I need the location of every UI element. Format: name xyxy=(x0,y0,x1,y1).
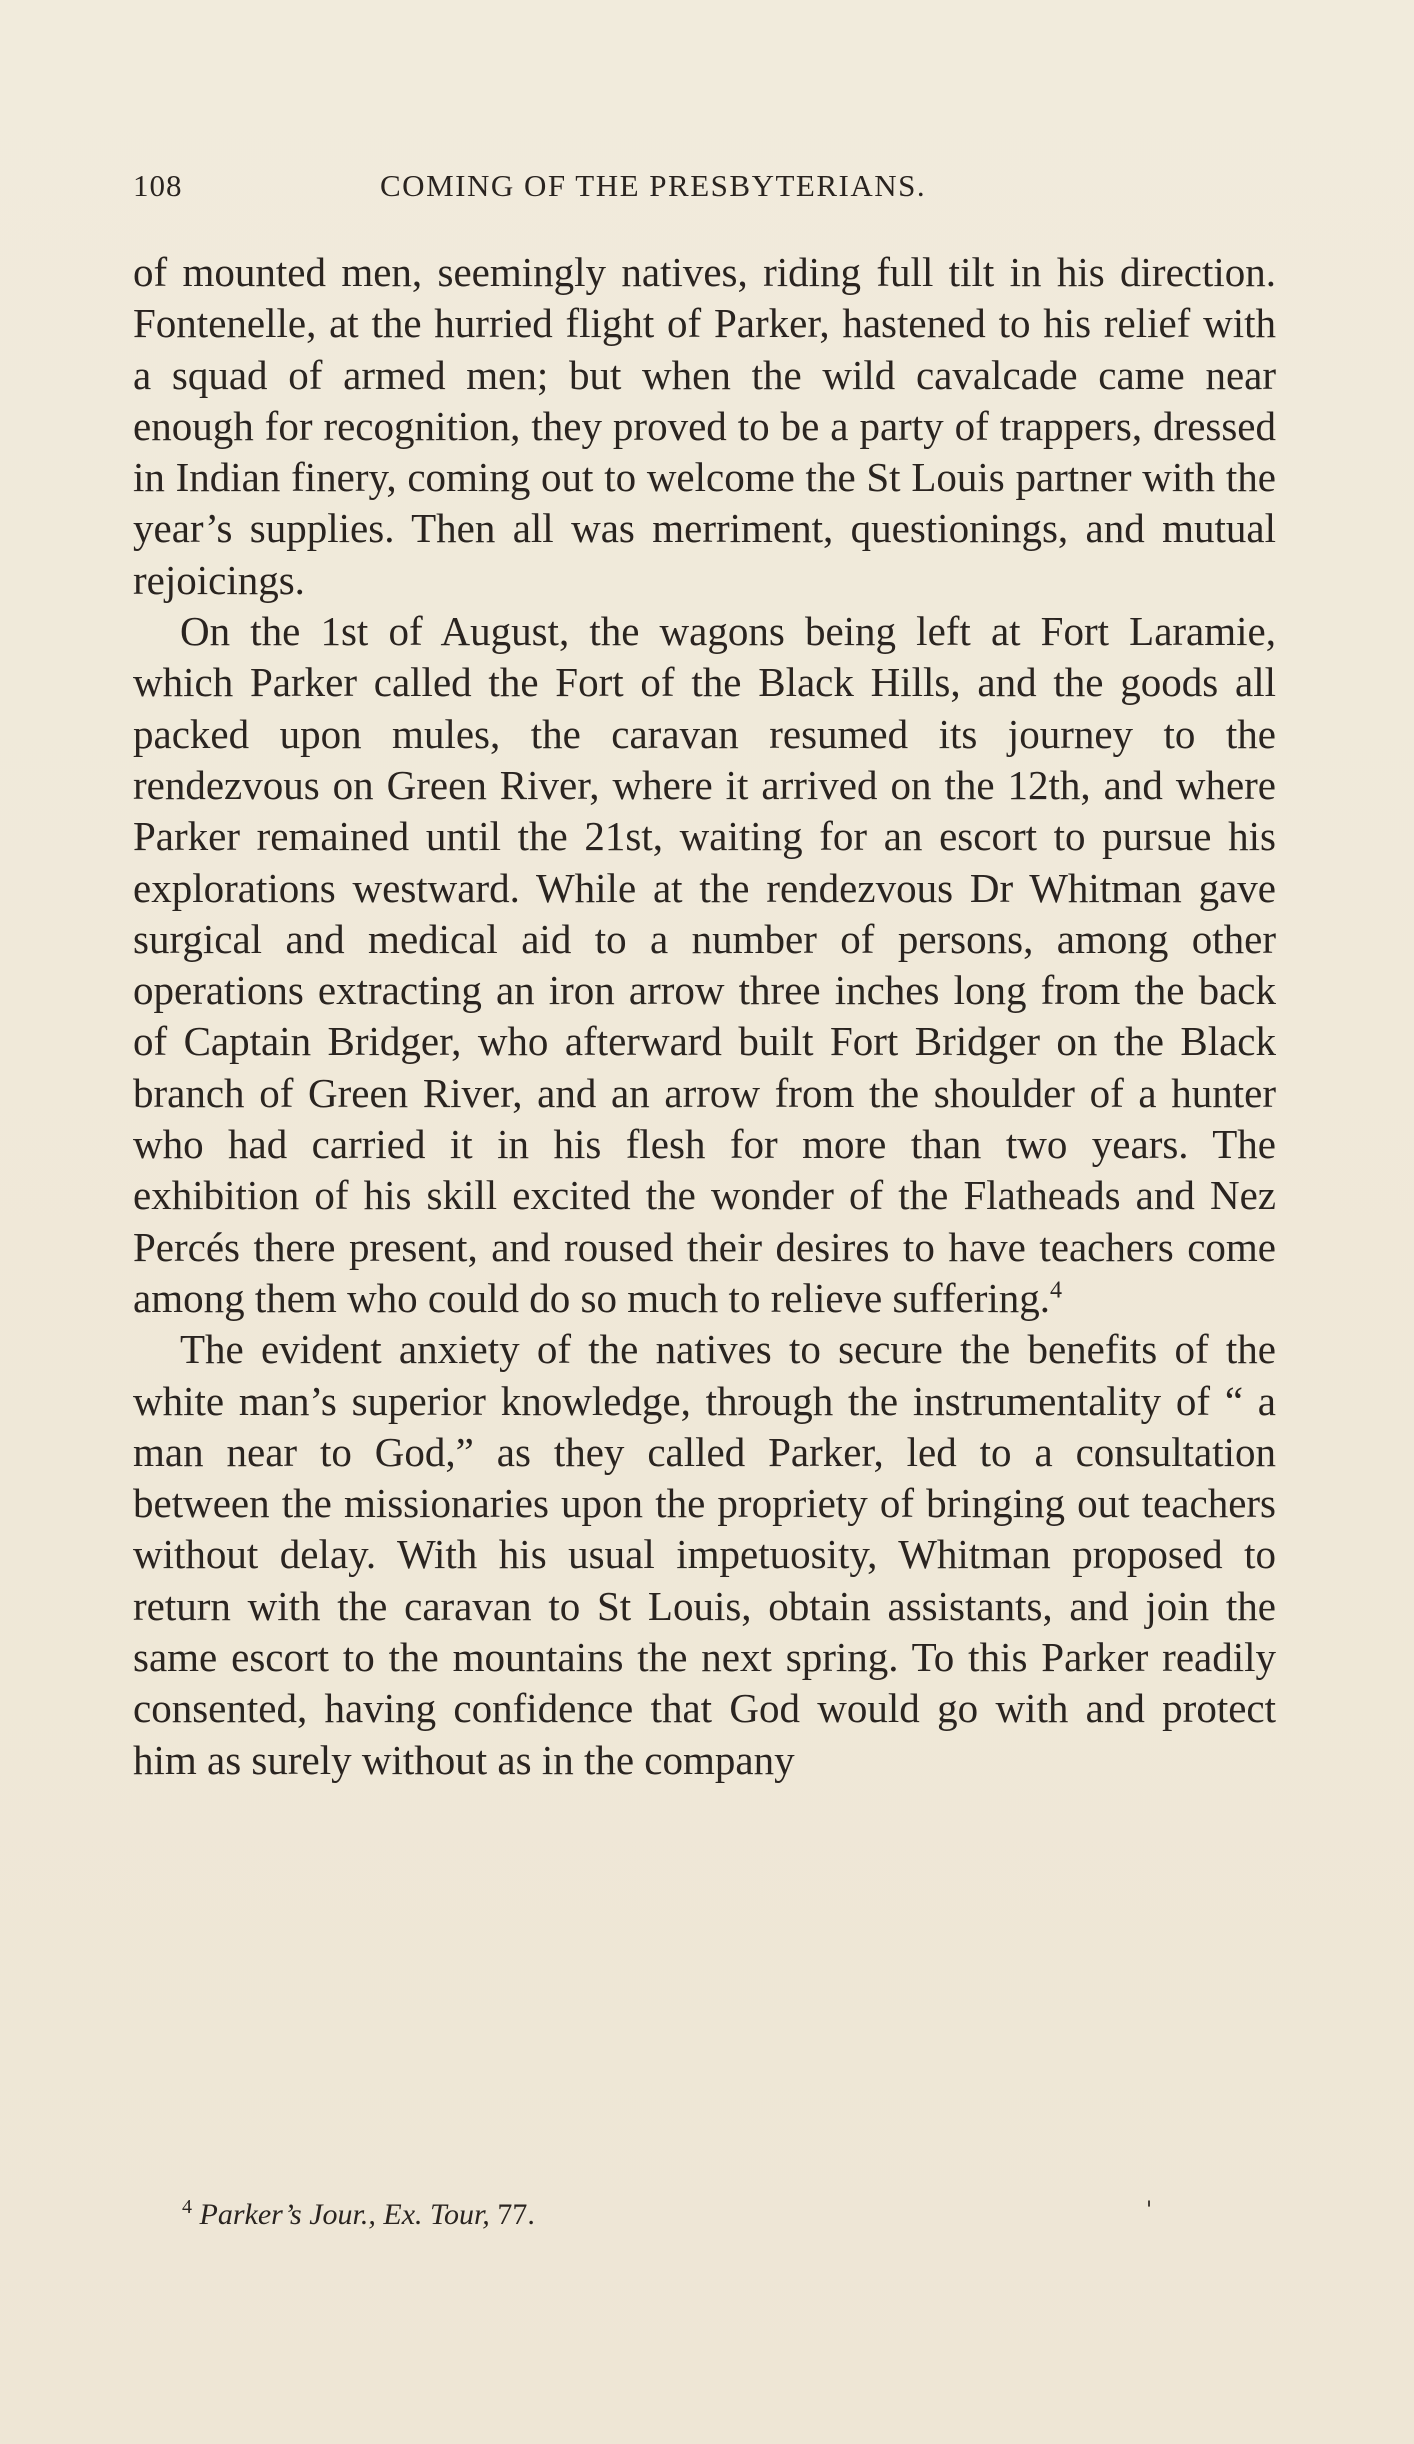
footnote xyxy=(182,2197,535,2233)
running-title: COMING OF THE PRESBYTERIANS. xyxy=(380,168,927,203)
paragraph-2 xyxy=(133,606,1276,1324)
stray-print-mark: ' xyxy=(1146,2198,1153,2223)
page-number: 108 xyxy=(133,168,183,203)
paragraph-3 xyxy=(133,1324,1276,1786)
body-text xyxy=(133,247,1276,1786)
footnote-citation: Parker’s Jour., Ex. Tour, xyxy=(199,2198,490,2231)
paragraph-2-text: On the 1st of August, the wagons being left at Fort Laramie, which Parker called the Fort of the Black Hills, and the goods all packed upon mules, the caravan resumed its journey to the rendezvous on Green River, where it arrived on the 12th, and where Parker remained until the 21st, waiting for an escort to pursue his explorations westward. While at the rendezvous Dr Whitman gave surgical and medical aid to a number of persons, among other operations extracting an iron arrow three inches long from the back of Captain Bridger, who afterward built Fort Bridger on the Black branch of Green River, and an arrow from the shoulder of a hunter who had carried it in his flesh for more than two years. The exhibition of his skill excited the wonder of the Flatheads and Nez Percés there present, and roused their desires to have teachers come among them who could do so much to relieve suffering. xyxy=(133,608,1276,1321)
paragraph-1 xyxy=(133,247,1276,606)
running-head xyxy=(133,168,1276,208)
footnote-reference[interactable]: 4 xyxy=(1050,1277,1062,1304)
paragraph-1-text: of mounted men, seemingly natives, riding full tilt in his direction. Fontenelle, at the hurried flight of Parker, hastened to his relief with a squad of armed men; but when the wild cavalcade came near enough for recognition, they proved to be a party of trappers, dressed in Indian finery, coming out to welcome the St Louis partner with the year’s supplies. Then all was merriment, questionings, and mutual rejoicings. xyxy=(133,249,1276,603)
footnote-page: 77. xyxy=(497,2198,535,2231)
paragraph-3-text: The evident anxiety of the natives to secure the benefits of the white man’s superior knowledge, through the instrumentality of “ a man near to God,” as they called Parker, led to a consultation between the missionaries upon the propriety of bringing out teachers without delay. With his usual impetuosity, Whitman proposed to return with the caravan to St Louis, obtain assistants, and join the same escort to the mountains the next spring. To this Parker readily consented, having confidence that God would go with and protect him as surely without as in the company xyxy=(133,1326,1276,1783)
footnote-number: 4 xyxy=(182,2196,192,2218)
